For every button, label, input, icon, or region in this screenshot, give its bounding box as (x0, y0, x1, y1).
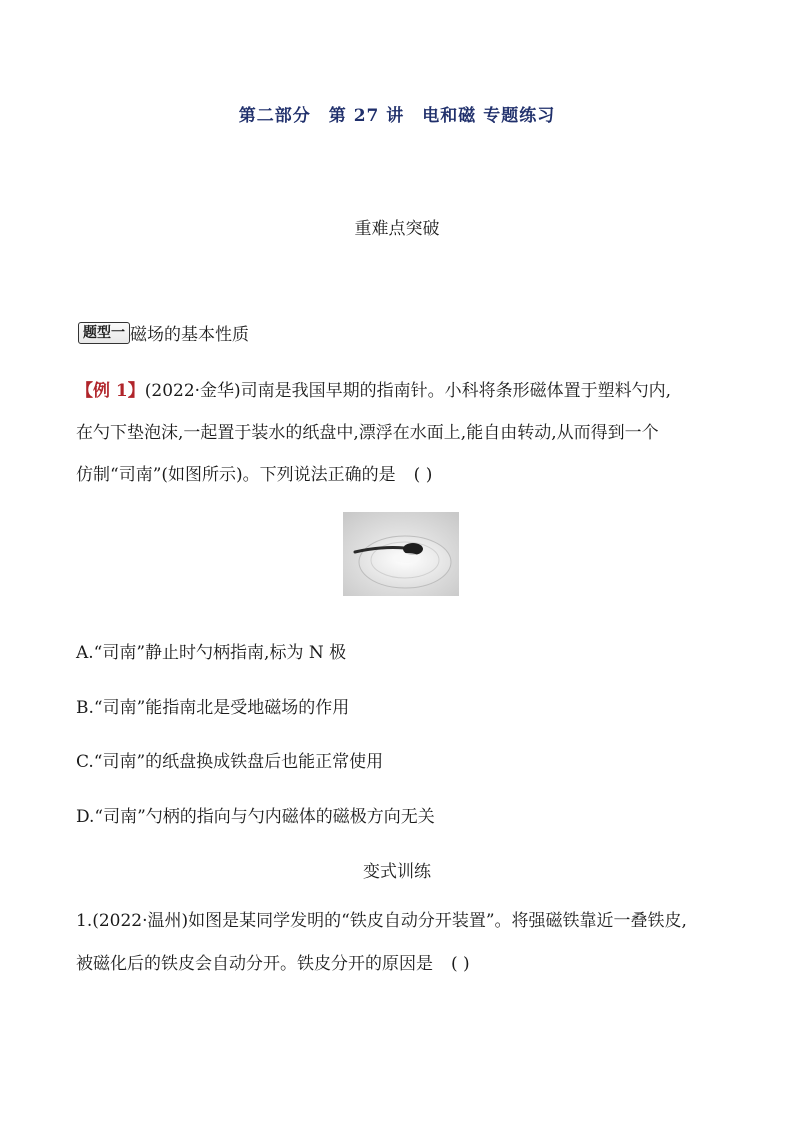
answer-blank: ( ) (451, 954, 470, 974)
question-type-title: 磁场的基本性质 (130, 325, 249, 345)
practice-q1-line-1: 1.(2022·温州)如图是某同学发明的“铁皮自动分开装置”。将强磁铁靠近一叠铁皮, (76, 911, 687, 931)
sinan-compass-illustration (343, 512, 459, 596)
option-b: B.“司南”能指南北是受地磁场的作用 (76, 698, 350, 718)
answer-blank: ( ) (413, 465, 433, 485)
question-type-heading (78, 320, 249, 345)
example-1-line-2: 在勺下垫泡沫,一起置于装水的纸盘中,漂浮在水面上,能自由转动,从而得到一个 (76, 423, 659, 443)
option-d: D.“司南”勺柄的指向与勺内磁体的磁极方向无关 (76, 807, 435, 827)
practice-q1-text-2: 被磁化后的铁皮会自动分开。铁皮分开的原因是 (76, 954, 433, 974)
practice-title: 变式训练 (363, 862, 431, 882)
example-1-text-3: 仿制“司南”(如图所示)。下列说法正确的是 (76, 465, 396, 485)
practice-q1-line-2 (76, 955, 736, 974)
option-c: C.“司南”的纸盘换成铁盘后也能正常使用 (76, 752, 384, 772)
option-a: A.“司南”静止时勺柄指南,标为 N 极 (76, 643, 347, 663)
question-type-badge: 题型一 (78, 322, 130, 344)
page-header-title: 第二部分 第 27 讲 电和磁 专题练习 (238, 106, 556, 126)
sinan-compass-photo (343, 512, 459, 596)
section-title: 重难点突破 (354, 219, 440, 239)
example-1-label: 【例 1】 (76, 381, 145, 401)
example-1-line-1 (76, 382, 736, 401)
example-1-text-1: (2022·金华)司南是我国早期的指南针。小科将条形磁体置于塑料勺内, (144, 381, 672, 401)
example-1-line-3 (76, 466, 736, 485)
